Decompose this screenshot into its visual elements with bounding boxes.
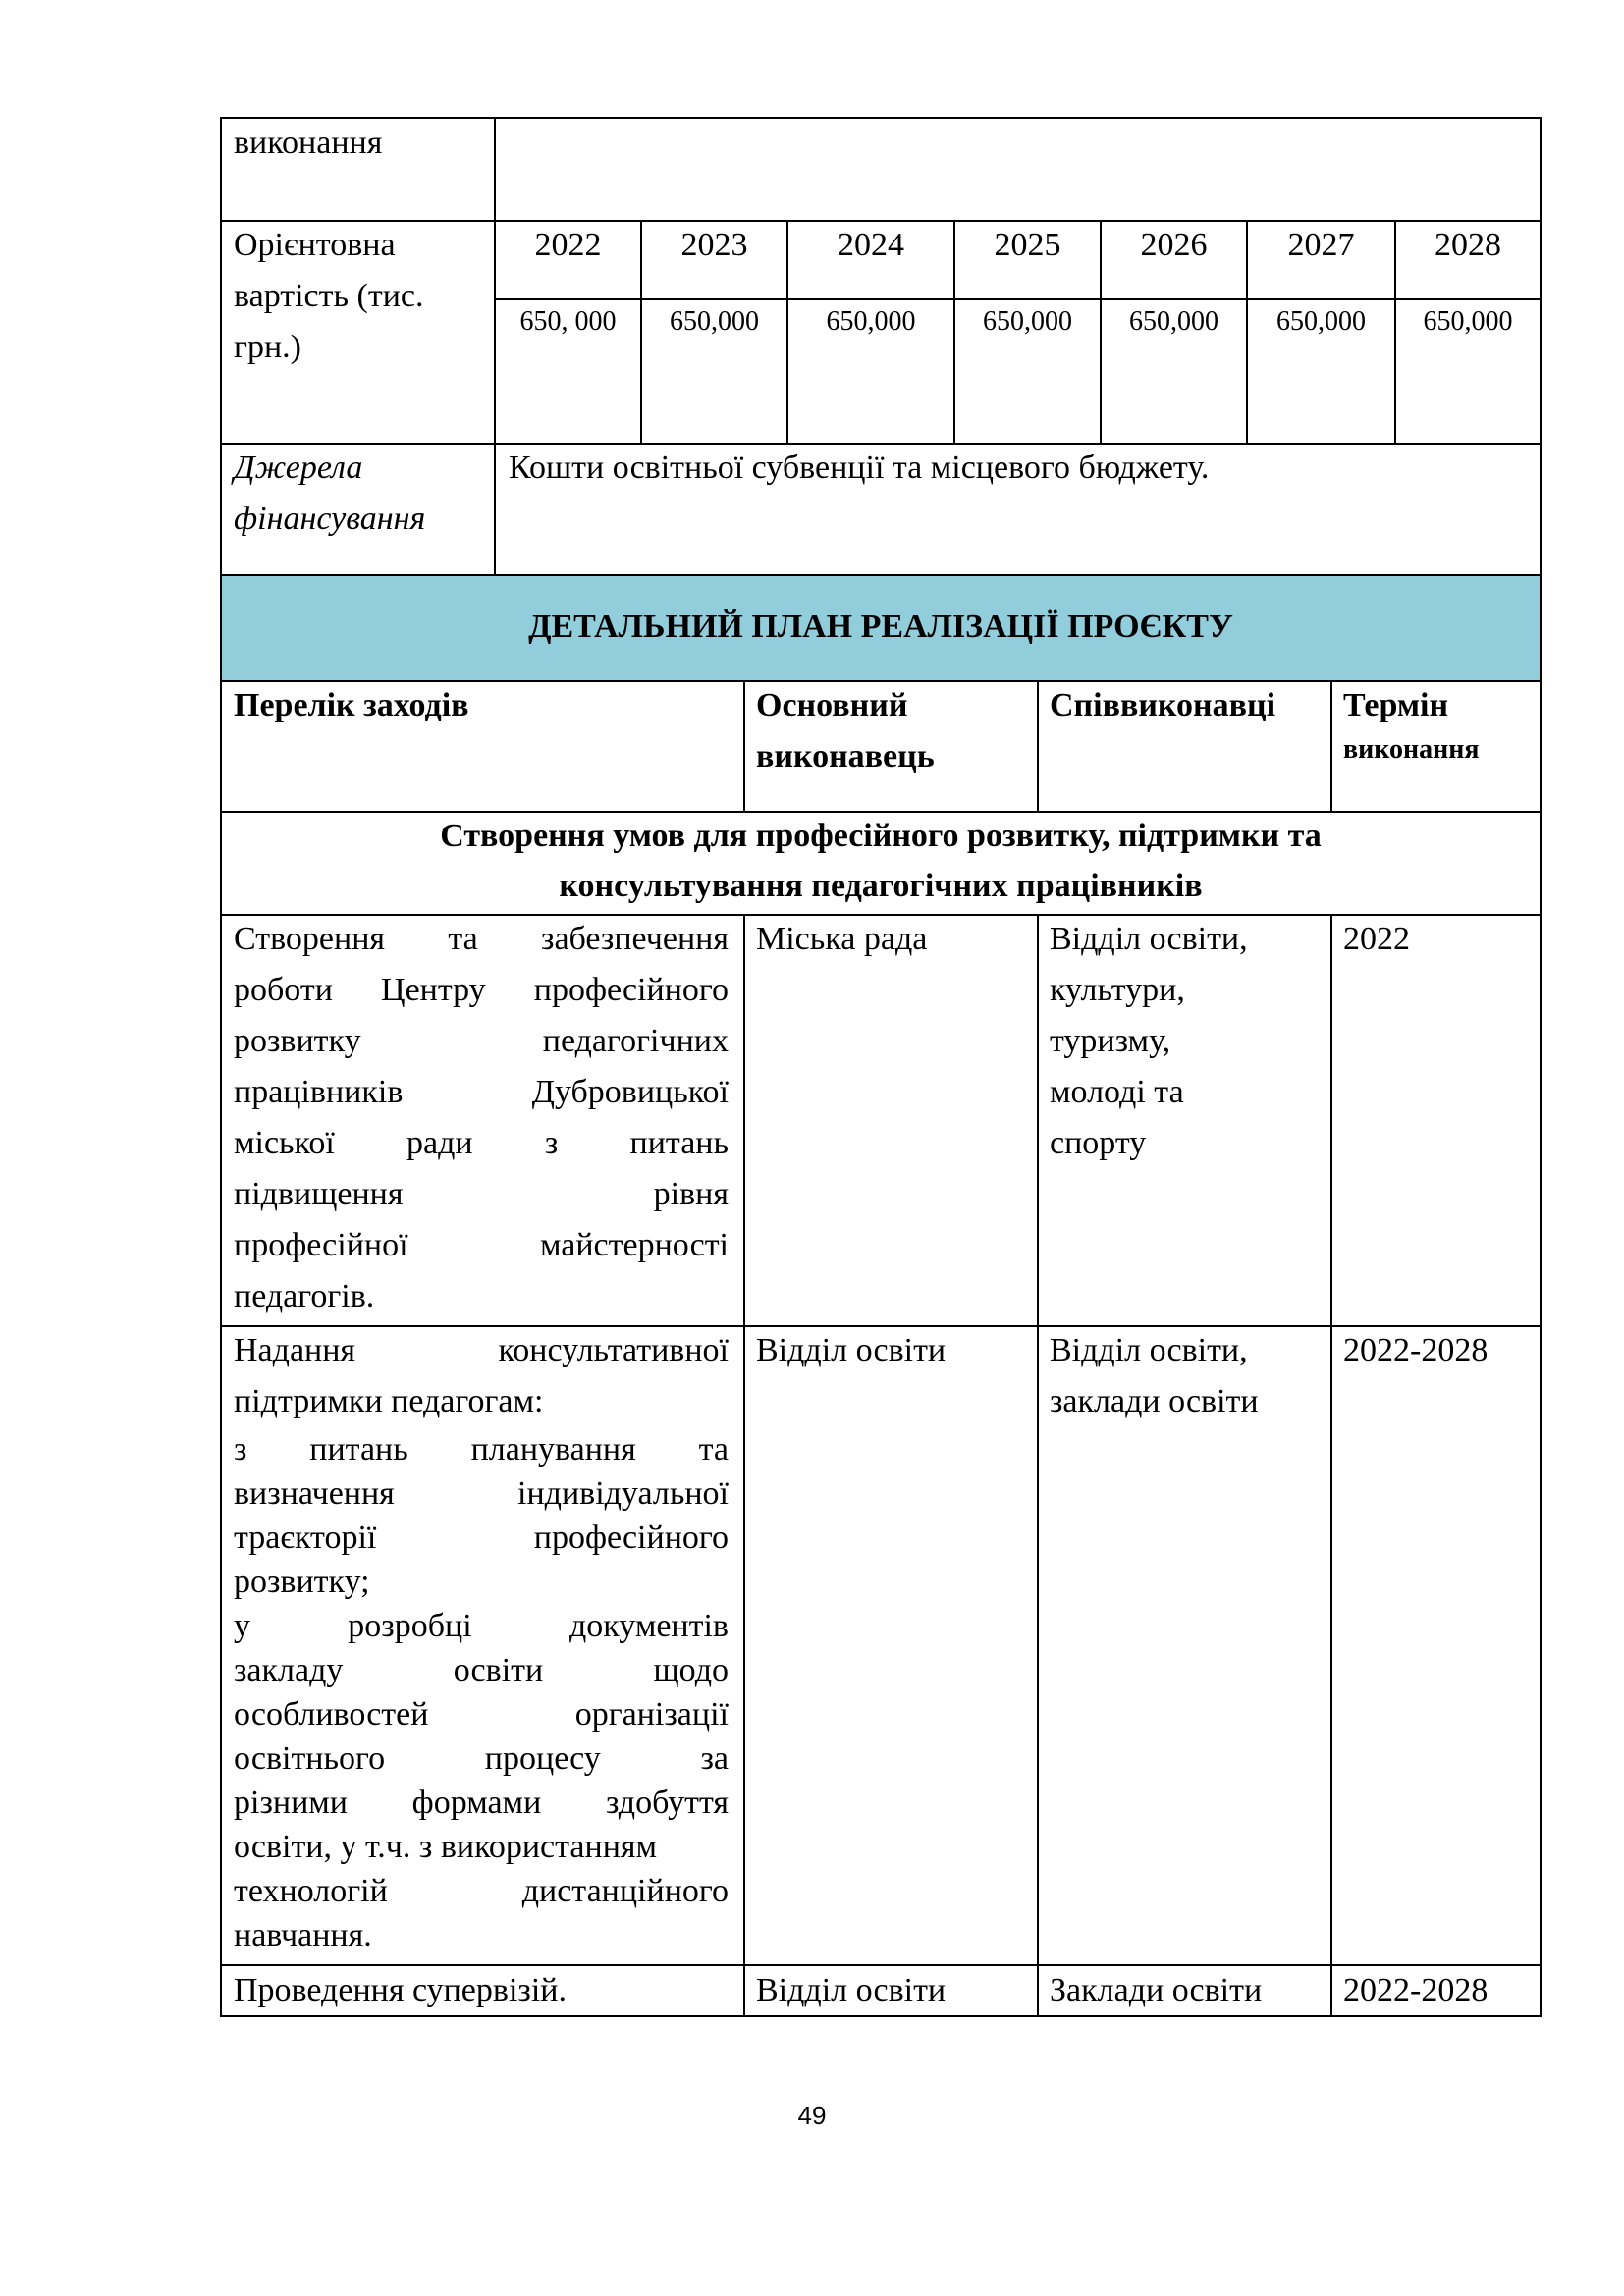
funding-value: Кошти освітньої субвенції та місцевого бюджету.	[509, 450, 1210, 486]
year-cell: 2027	[1287, 227, 1355, 263]
main-executor-cell: Відділ освіти	[756, 1972, 947, 2008]
co-executor-cell: Заклади освіти	[1050, 1972, 1263, 2008]
year-cell: 2024	[838, 227, 904, 263]
term-cell: 2022-2028	[1343, 1332, 1489, 1368]
funding-label: Джерела фінансування	[234, 450, 426, 537]
table-line	[495, 298, 1542, 300]
year-cell: 2022	[534, 227, 602, 263]
measure-cell-details: з питань планування та визначення індивідуальної траєкторії професійного розвитку; у розробці документів закладу освіти щодо особливостей організації освітнього процесу за різними формами здобуття освіти, у т.ч. з використанням технологій дистанційного навчання.	[234, 1431, 729, 1953]
cost-value-cell: 650,000	[1129, 306, 1218, 337]
execution-label: виконання	[234, 125, 383, 161]
year-cell: 2026	[1140, 227, 1208, 263]
cost-value-cell: 650,000	[1423, 306, 1513, 337]
cost-value-cell: 650,000	[826, 306, 916, 337]
measure-cell: Створення та забезпечення роботи Центру професійного розвитку педагогічних працівників Дубровицької міської ради з питань підвищення рівня професійної майстерності педагогів.	[234, 921, 729, 1314]
header-main-executor: Основний виконавець	[756, 687, 935, 774]
table-line	[743, 680, 745, 813]
table-line	[220, 117, 222, 2017]
header-measures: Перелік заходів	[234, 687, 469, 723]
measure-cell: Надання консультативної підтримки педагогам:	[234, 1332, 729, 1419]
header-term-sub: виконання	[1343, 734, 1480, 765]
header-term: Термін	[1343, 687, 1449, 723]
table-line	[1330, 680, 1332, 813]
cost-value-cell: 650,000	[983, 306, 1072, 337]
year-cell: 2023	[680, 227, 748, 263]
co-executor-cell: Відділ освіти, заклади освіти	[1050, 1332, 1259, 1419]
table-line	[494, 117, 496, 576]
table-line	[743, 914, 745, 2017]
plan-title: ДЕТАЛЬНИЙ ПЛАН РЕАЛІЗАЦІЇ ПРОЄКТУ	[528, 609, 1233, 645]
year-cell: 2025	[994, 227, 1061, 263]
table-line	[1540, 117, 1542, 2017]
cost-label: Орієнтовна вартість (тис. грн.)	[234, 227, 424, 365]
term-cell: 2022	[1343, 921, 1410, 957]
table-line	[1037, 914, 1039, 2017]
cost-value-cell: 650,000	[670, 306, 759, 337]
cost-value-cell: 650, 000	[519, 306, 617, 337]
measure-cell: Проведення супервізій.	[234, 1972, 567, 2008]
table-line	[220, 117, 1542, 119]
cost-value-cell: 650,000	[1276, 306, 1366, 337]
main-executor-cell: Відділ освіти	[756, 1332, 947, 1368]
year-cell: 2028	[1435, 227, 1501, 263]
section-title: консультування педагогічних працівників	[559, 868, 1203, 904]
table-line	[1037, 680, 1039, 813]
page-number: 49	[797, 2101, 827, 2130]
section-title: Створення умов для професійного розвитку, підтримки та	[440, 818, 1322, 854]
table-line	[1330, 914, 1332, 2017]
main-executor-cell: Міська рада	[756, 921, 928, 957]
header-co-executors: Співвиконавці	[1050, 687, 1276, 723]
table-line	[220, 574, 1542, 576]
term-cell: 2022-2028	[1343, 1972, 1489, 2008]
co-executor-cell: Відділ освіти, культури, туризму, молоді та спорту	[1050, 921, 1248, 1161]
